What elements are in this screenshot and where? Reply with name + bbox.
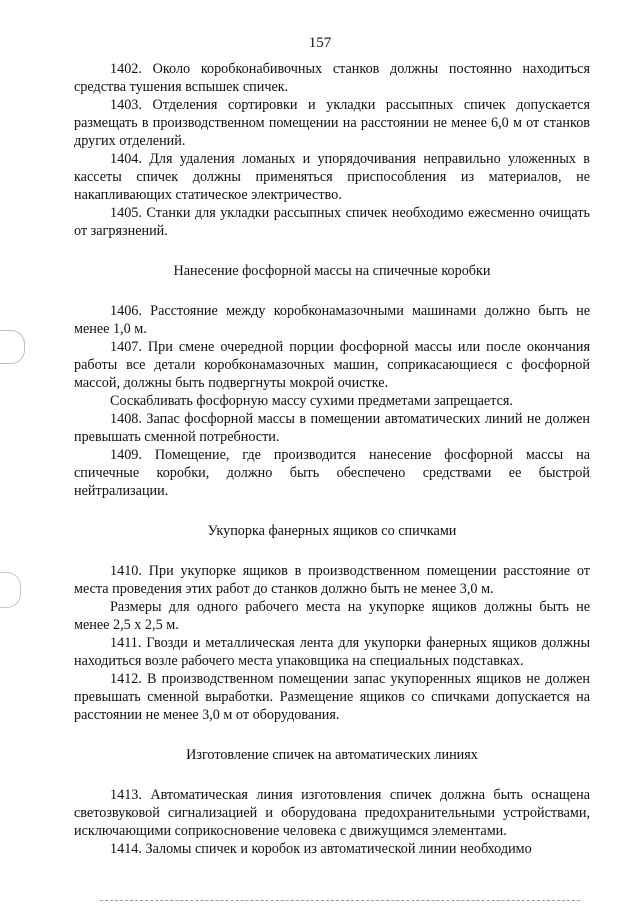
paragraph-1409: 1409. Помещение, где производится нанесение фосфорной массы на спичечные коробки, должно быть обеспечено средствами ее быстрой нейтрализации.: [74, 447, 590, 499]
scan-bottom-edge: [100, 900, 580, 901]
binder-hole-mark: [0, 330, 25, 364]
section-heading-phosphor-mass: Нанесение фосфорной массы на спичечные коробки: [173, 263, 491, 279]
paragraph-1410: 1410. При укупорке ящиков в производственном помещении расстояние от места проведения этих работ до станков должно быть не менее 3,0 м.: [74, 563, 590, 597]
paragraph-1408: 1408. Запас фосфорной массы в помещении автоматических линий не должен превышать сменной потребности.: [74, 411, 590, 445]
paragraph-1414: 1414. Заломы спичек и коробок из автоматической линии необходимо: [110, 841, 532, 857]
binder-hole-mark: [0, 572, 21, 608]
page-number: 157: [308, 35, 332, 51]
paragraph-1407-note: Соскабливать фосфорную массу сухими предметами запрещается.: [110, 393, 513, 409]
paragraph-1412: 1412. В производственном помещении запас укупоренных ящиков не должен превышать сменной выработки. Размещение ящиков со спичками допускается на расстоянии не менее 3,0 м от оборудования.: [74, 671, 590, 723]
document-body: [74, 60, 590, 858]
paragraph-1413: 1413. Автоматическая линия изготовления спичек должна быть оснащена светозвуковой сигнализацией и оборудована предохранительными устройствами, исключающими соприкосновение человека с движущимся элементами.: [74, 787, 590, 839]
paragraph-1404: 1404. Для удаления ломаных и упорядочивания неправильно уложенных в кассеты спичек должны применяться приспособления из материалов, не накапливающих статическое электричество.: [74, 151, 590, 203]
paragraph-1407: 1407. При смене очередной порции фосфорной массы или после окончания работы все детали коробконамазочных машин, соприкасающиеся с фосфорной массой, должны быть подвергнуты мокрой очистке.: [74, 339, 590, 391]
paragraph-1402: 1402. Около коробконабивочных станков должны постоянно находиться средства тушения вспышек спичек.: [74, 61, 590, 95]
paragraph-1410-note: Размеры для одного рабочего места на укупорке ящиков должны быть не менее 2,5 х 2,5 м.: [74, 599, 590, 633]
paragraph-1403: 1403. Отделения сортировки и укладки рассыпных спичек допускается размещать в производственном помещении на расстоянии не менее 6,0 м от станков других отделений.: [74, 97, 590, 149]
section-heading-automatic-lines: Изготовление спичек на автоматических линиях: [186, 747, 478, 763]
paragraph-1411: 1411. Гвозди и металлическая лента для укупорки фанерных ящиков должны находиться возле рабочего места упаковщика на специальных подставках.: [74, 635, 590, 669]
paragraph-1405: 1405. Станки для укладки рассыпных спичек необходимо ежесменно очищать от загрязнений.: [74, 205, 590, 239]
paragraph-1406: 1406. Расстояние между коробконамазочными машинами должно быть не менее 1,0 м.: [74, 303, 590, 337]
section-heading-box-sealing: Укупорка фанерных ящиков со спичками: [207, 523, 457, 539]
